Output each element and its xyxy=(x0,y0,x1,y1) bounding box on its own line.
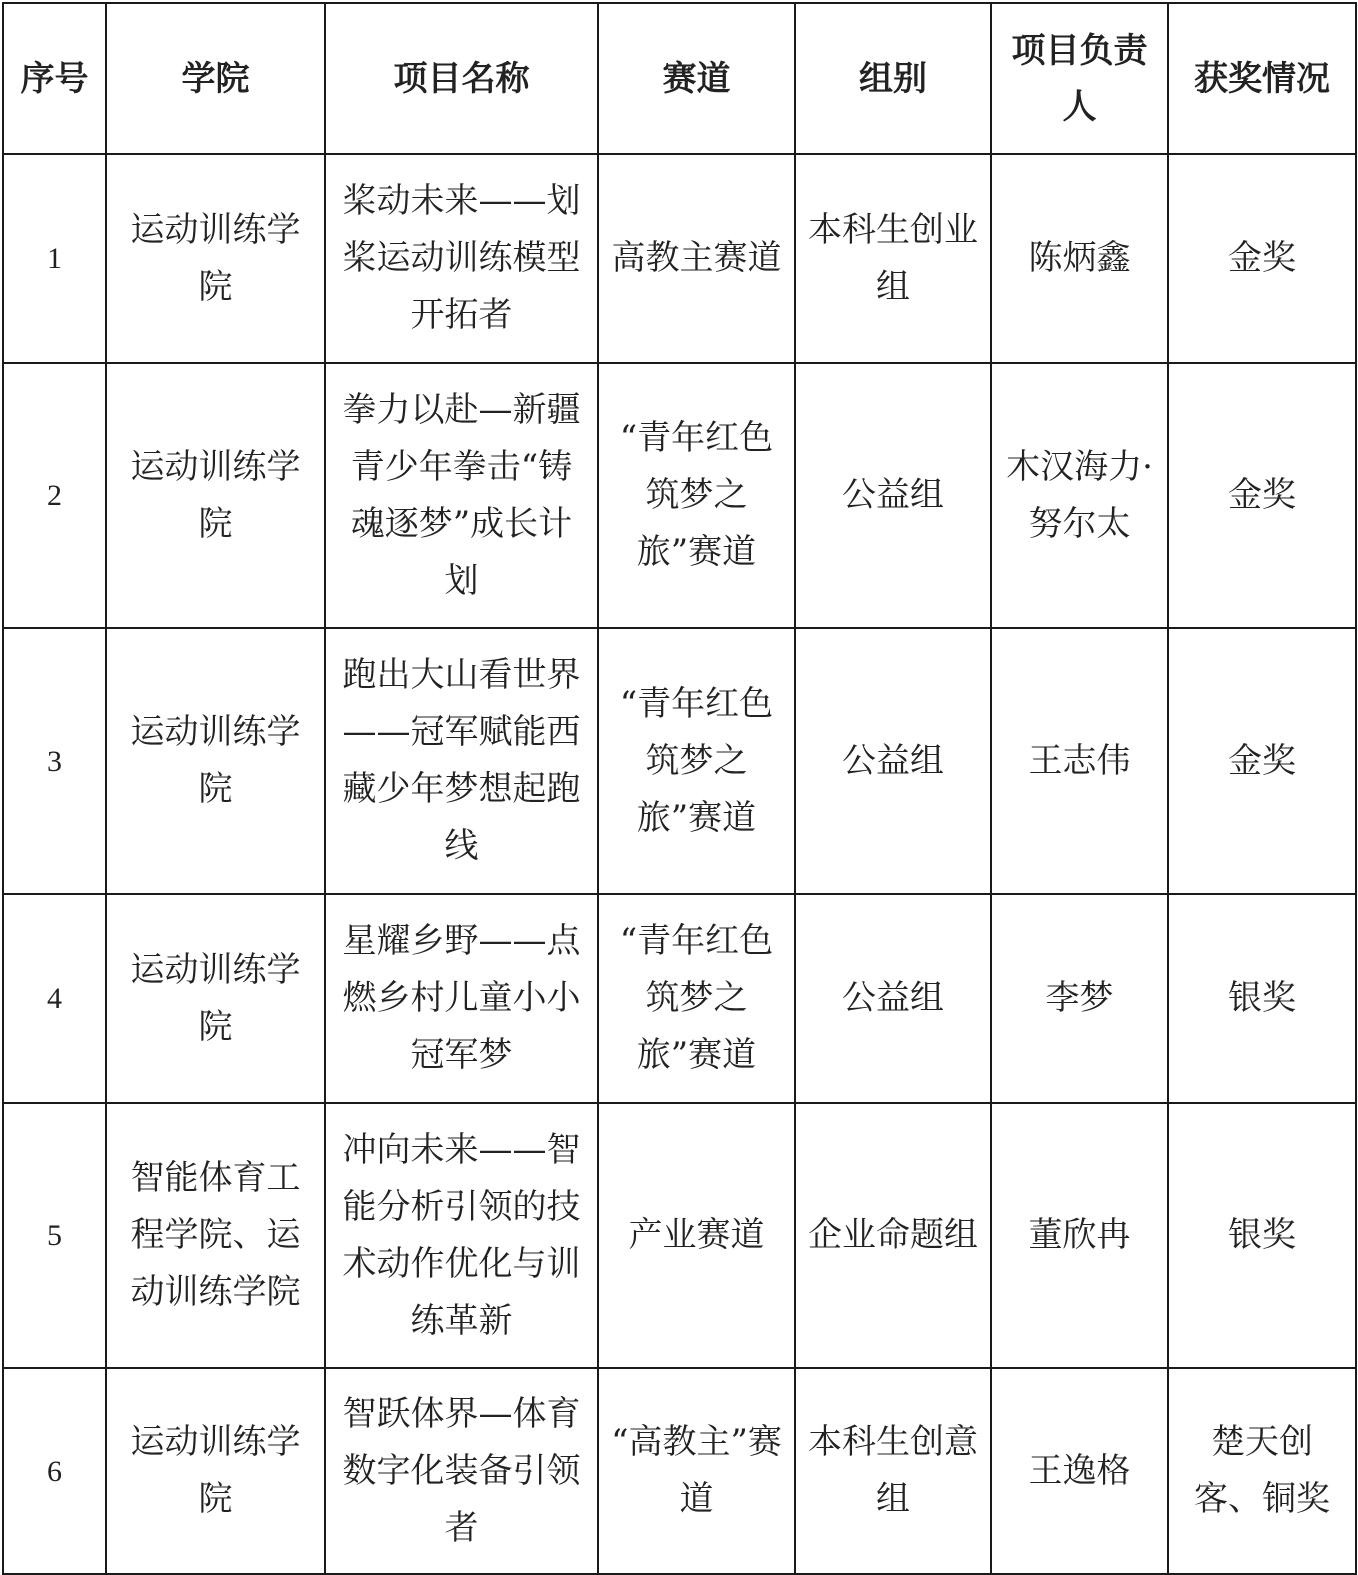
cell-index: 1 xyxy=(3,154,106,363)
cell-award: 楚天创客、铜奖 xyxy=(1168,1368,1356,1574)
cell-college: 运动训练学院 xyxy=(106,1368,325,1574)
header-cell-track: 赛道 xyxy=(598,3,795,154)
cell-index: 6 xyxy=(3,1368,106,1574)
cell-project-name: 星耀乡野——点燃乡村儿童小小冠军梦 xyxy=(325,894,598,1103)
cell-leader: 李梦 xyxy=(991,894,1168,1103)
cell-project-name: 拳力以赴—新疆青少年拳击“铸魂逐梦”成长计划 xyxy=(325,363,598,628)
cell-college: 智能体育工程学院、运动训练学院 xyxy=(106,1103,325,1368)
cell-index: 3 xyxy=(3,628,106,894)
cell-award: 金奖 xyxy=(1168,628,1356,894)
header-cell-project-name: 项目名称 xyxy=(325,3,598,154)
cell-college: 运动训练学院 xyxy=(106,154,325,363)
cell-college: 运动训练学院 xyxy=(106,894,325,1103)
cell-track: “青年红色筑梦之旅”赛道 xyxy=(598,894,795,1103)
cell-project-name: 冲向未来——智能分析引领的技术动作优化与训练革新 xyxy=(325,1103,598,1368)
cell-leader: 王志伟 xyxy=(991,628,1168,894)
cell-track: 产业赛道 xyxy=(598,1103,795,1368)
table-row xyxy=(3,1368,1356,1574)
cell-leader: 木汉海力·努尔太 xyxy=(991,363,1168,628)
table-row xyxy=(3,628,1356,894)
table-row xyxy=(3,154,1356,363)
cell-index: 2 xyxy=(3,363,106,628)
header-cell-college: 学院 xyxy=(106,3,325,154)
cell-group: 本科生创意组 xyxy=(795,1368,991,1574)
cell-group: 公益组 xyxy=(795,363,991,628)
header-cell-leader: 项目负责人 xyxy=(991,3,1168,154)
cell-index: 5 xyxy=(3,1103,106,1368)
cell-award: 金奖 xyxy=(1168,363,1356,628)
cell-award: 金奖 xyxy=(1168,154,1356,363)
table-row xyxy=(3,363,1356,628)
header-cell-group: 组别 xyxy=(795,3,991,154)
table-header-row xyxy=(3,3,1356,154)
cell-group: 公益组 xyxy=(795,894,991,1103)
awards-table xyxy=(2,2,1357,1575)
cell-leader: 董欣冉 xyxy=(991,1103,1168,1368)
table-row xyxy=(3,1103,1356,1368)
cell-track: 高教主赛道 xyxy=(598,154,795,363)
cell-track: “青年红色筑梦之旅”赛道 xyxy=(598,363,795,628)
cell-group: 公益组 xyxy=(795,628,991,894)
cell-index: 4 xyxy=(3,894,106,1103)
table-row xyxy=(3,894,1356,1103)
cell-leader: 陈炳鑫 xyxy=(991,154,1168,363)
header-cell-index: 序号 xyxy=(3,3,106,154)
cell-award: 银奖 xyxy=(1168,1103,1356,1368)
cell-track: “高教主”赛道 xyxy=(598,1368,795,1574)
cell-project-name: 跑出大山看世界——冠军赋能西藏少年梦想起跑线 xyxy=(325,628,598,894)
cell-group: 企业命题组 xyxy=(795,1103,991,1368)
cell-college: 运动训练学院 xyxy=(106,628,325,894)
cell-award: 银奖 xyxy=(1168,894,1356,1103)
header-cell-award: 获奖情况 xyxy=(1168,3,1356,154)
cell-leader: 王逸格 xyxy=(991,1368,1168,1574)
cell-college: 运动训练学院 xyxy=(106,363,325,628)
cell-track: “青年红色筑梦之旅”赛道 xyxy=(598,628,795,894)
cell-group: 本科生创业组 xyxy=(795,154,991,363)
cell-project-name: 智跃体界—体育数字化装备引领者 xyxy=(325,1368,598,1574)
cell-project-name: 桨动未来——划桨运动训练模型开拓者 xyxy=(325,154,598,363)
